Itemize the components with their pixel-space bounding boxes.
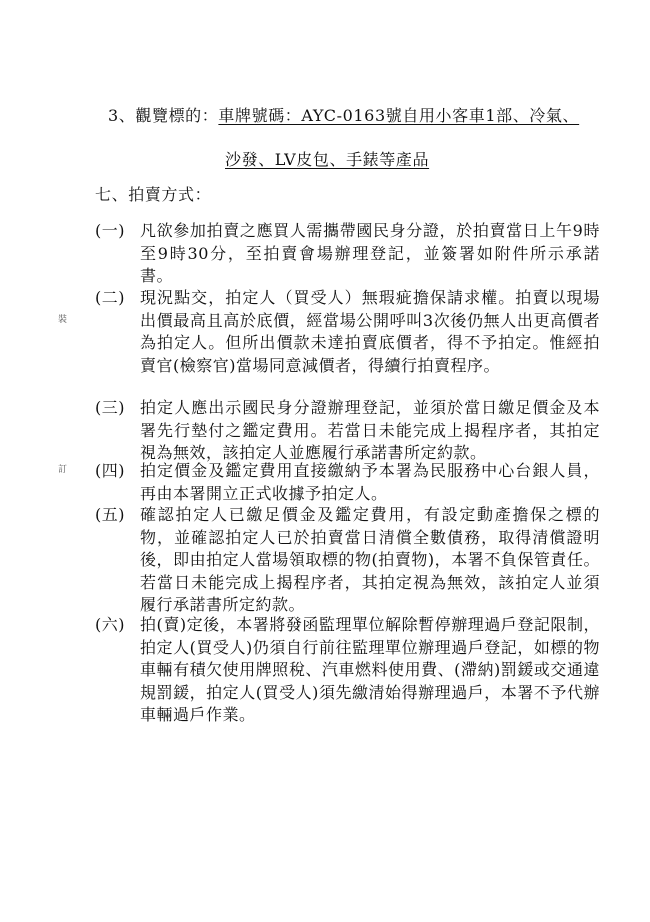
heading-3-target-2: 沙發、LV皮包、手錶等產品 [225,150,430,169]
heading-3-line-1 [108,106,579,126]
item-2-mark: (二) [95,288,125,307]
binding-mark-top: 裝 [58,315,68,325]
section-7-title: 七、拍賣方式： [95,185,212,204]
binding-mark-bottom: 訂 [58,465,68,475]
item-3-text: 拍定人應出示國民身分證辦理登記，並須於當日繳足價金及本署先行墊付之鑑定費用。若當日未能完成上揭程序者，其拍定視為無效，該拍定人並應履行承諾書所定約款。 [140,398,600,462]
item-6-text: 拍(賣)定後，本署將發函監理單位解除暫停辦理過戶登記限制，拍定人(買受人)仍須自行前往監理單位辦理過戶登記，如標的物車輛有積欠使用牌照稅、汽車燃料使用費、(滯納)罰鍰或交通違規罰鍰，拍定人(買受人)須先繳清始得辦理過戶，本署不予代辦車輛過戶作業。 [140,615,600,724]
heading-3-line-2 [225,150,429,170]
item-3-mark: (三) [95,398,125,417]
item-4-text: 拍定價金及鑑定費用直接繳納予本署為民服務中心台銀人員，再由本署開立正式收據予拍定人。 [140,461,600,503]
item-1-text: 凡欲參加拍賣之應買人需攜帶國民身分證，於拍賣當日上午9時至9時30分，至拍賣會場辦理登記，並簽署如附件所示承諾書。 [140,221,600,285]
item-5-text: 確認拍定人已繳足價金及鑑定費用，有設定動產擔保之標的物，並確認拍定人已於拍賣當日清償全數債務，取得清償證明後，即由拍定人當場領取標的物(拍賣物)，本署不負保管責任。若當日未能完成上揭程序者，其拍定視為無效，該拍定人並須履行承諾書所定約款。 [140,505,600,614]
item-6-mark: (六) [95,615,125,634]
heading-3-target-1: 車牌號碼：AYC-0163號自用小客車1部、冷氣、 [218,106,580,125]
item-2-text: 現況點交，拍定人（買受人）無瑕疵擔保請求權。拍賣以現場出價最高且高於底價，經當場公開呼叫3次後仍無人出更高價者為拍定人。但所出價款未達拍賣底價者，得不予拍定。惟經拍賣官(檢察官)當場同意減價者，得續行拍賣程序。 [140,288,600,375]
item-1-mark: (一) [95,221,125,240]
item-5-mark: (五) [95,505,125,524]
item-4-mark: (四) [95,461,125,480]
heading-3-prefix: 3、觀覽標的： [108,106,219,125]
